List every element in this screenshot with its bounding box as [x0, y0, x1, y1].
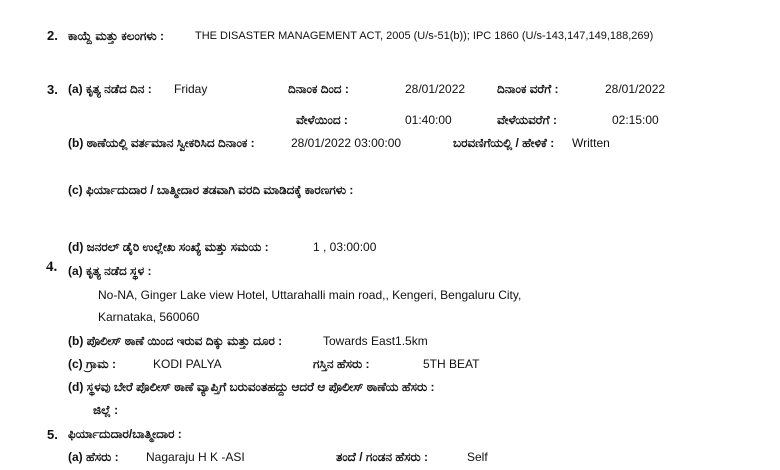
beat-name-label: ಗಸ್ತಿನ ಹೆಸರು :: [313, 357, 370, 371]
info-received-date-label: (b) ಠಾಣೆಯಲ್ಲಿ ವರ್ತಮಾನ ಸ್ವೀಕರಿಸಿದ ದಿನಾಂಕ :: [68, 136, 255, 150]
section-number-2: 2.: [47, 28, 58, 43]
direction-distance-label: (b) ಪೊಲೀಸ್ ಠಾಣೆ ಯಿಂದ ಇರುವ ದಿಕ್ಕು ಮತ್ತು ದೂರ :: [68, 334, 283, 348]
father-husband-name-value: Self: [467, 450, 488, 464]
section-number-3: 3.: [47, 82, 58, 97]
date-to-value: 28/01/2022: [605, 82, 666, 96]
occurrence-day-value: Friday: [174, 82, 208, 96]
father-husband-name-label: ತಂದೆ / ಗಂಡನ ಹೆಸರು :: [336, 450, 429, 464]
act-sections-label: ಕಾಯ್ದೆ ಮತ್ತು ಕಲಂಗಳು :: [68, 29, 164, 43]
village-value: KODI PALYA: [153, 357, 222, 371]
general-diary-value: 1 , 03:00:00: [313, 240, 377, 254]
date-from-label: ದಿನಾಂಕ ದಿಂದ :: [288, 82, 349, 96]
general-diary-label: (d) ಜನರಲ್ ಡೈರಿ ಉಲ್ಲೇಖ ಸಂಖ್ಯೆ ಮತ್ತು ಸಮಯ :: [68, 240, 269, 254]
address-line-1: No-NA, Ginger Lake view Hotel, Uttarahalli main road,, Kengeri, Bengaluru City,: [98, 288, 522, 302]
place-of-occurrence-label: (a) ಕೃತ್ಯ ನಡೆದ ಸ್ಥಳ :: [68, 264, 152, 278]
village-label: (c) ಗ್ರಾಮ :: [68, 357, 116, 371]
complainant-name-value: Nagaraju H K -ASI: [146, 450, 245, 464]
complainant-label: ಫಿರ್ಯಾದುದಾರ/ಬಾತ್ಮೀದಾರ :: [68, 427, 182, 441]
district-label: ಜಿಲ್ಲೆ :: [93, 403, 119, 417]
date-from-value: 28/01/2022: [405, 82, 466, 96]
written-oral-label: ಬರವಣಿಗೆಯಲ್ಲಿ / ಹೇಳಿಕೆ :: [453, 136, 555, 150]
time-from-value: 01:40:00: [405, 113, 452, 127]
delay-reason-label: (c) ಫಿರ್ಯಾದುದಾರ / ಬಾತ್ಮೀದಾರ ತಡವಾಗಿ ವರದಿ ಮಾಡಿದಕ್ಕೆ ಕಾರಣಗಳು :: [68, 183, 354, 197]
complainant-name-label: (a) ಹೆಸರು :: [68, 450, 119, 464]
time-from-label: ವೇಳೆಯಿಂದ :: [296, 113, 348, 127]
section-number-5: 5.: [47, 427, 58, 442]
occurrence-day-label: (a) ಕೃತ್ಯ ನಡೆದ ದಿನ :: [68, 82, 152, 96]
direction-distance-value: Towards East1.5km: [323, 334, 428, 348]
act-sections-value: THE DISASTER MANAGEMENT ACT, 2005 (U/s-51(b)); IPC 1860 (U/s-143,147,149,188,269): [195, 30, 654, 42]
section-number-4: 4.: [46, 259, 58, 275]
address-line-2: Karnataka, 560060: [98, 310, 200, 324]
date-to-label: ದಿನಾಂಕ ವರೆಗೆ :: [497, 82, 559, 96]
beat-name-value: 5TH BEAT: [423, 357, 480, 371]
other-station-label: (d) ಸ್ಥಳವು ಬೇರೆ ಪೊಲೀಸ್ ಠಾಣೆ ವ್ಯಾಪ್ತಿಗೆ ಬರುವಂತಹದ್ದು ಆದರೆ ಆ ಪೊಲೀಸ್ ಠಾಣೆಯ ಹೆಸರು :: [68, 380, 435, 394]
info-received-date-value: 28/01/2022 03:00:00: [291, 136, 402, 150]
time-to-label: ವೇಳೆಯವರೆಗೆ :: [497, 113, 557, 127]
written-oral-value: Written: [572, 136, 610, 150]
time-to-value: 02:15:00: [612, 113, 659, 127]
